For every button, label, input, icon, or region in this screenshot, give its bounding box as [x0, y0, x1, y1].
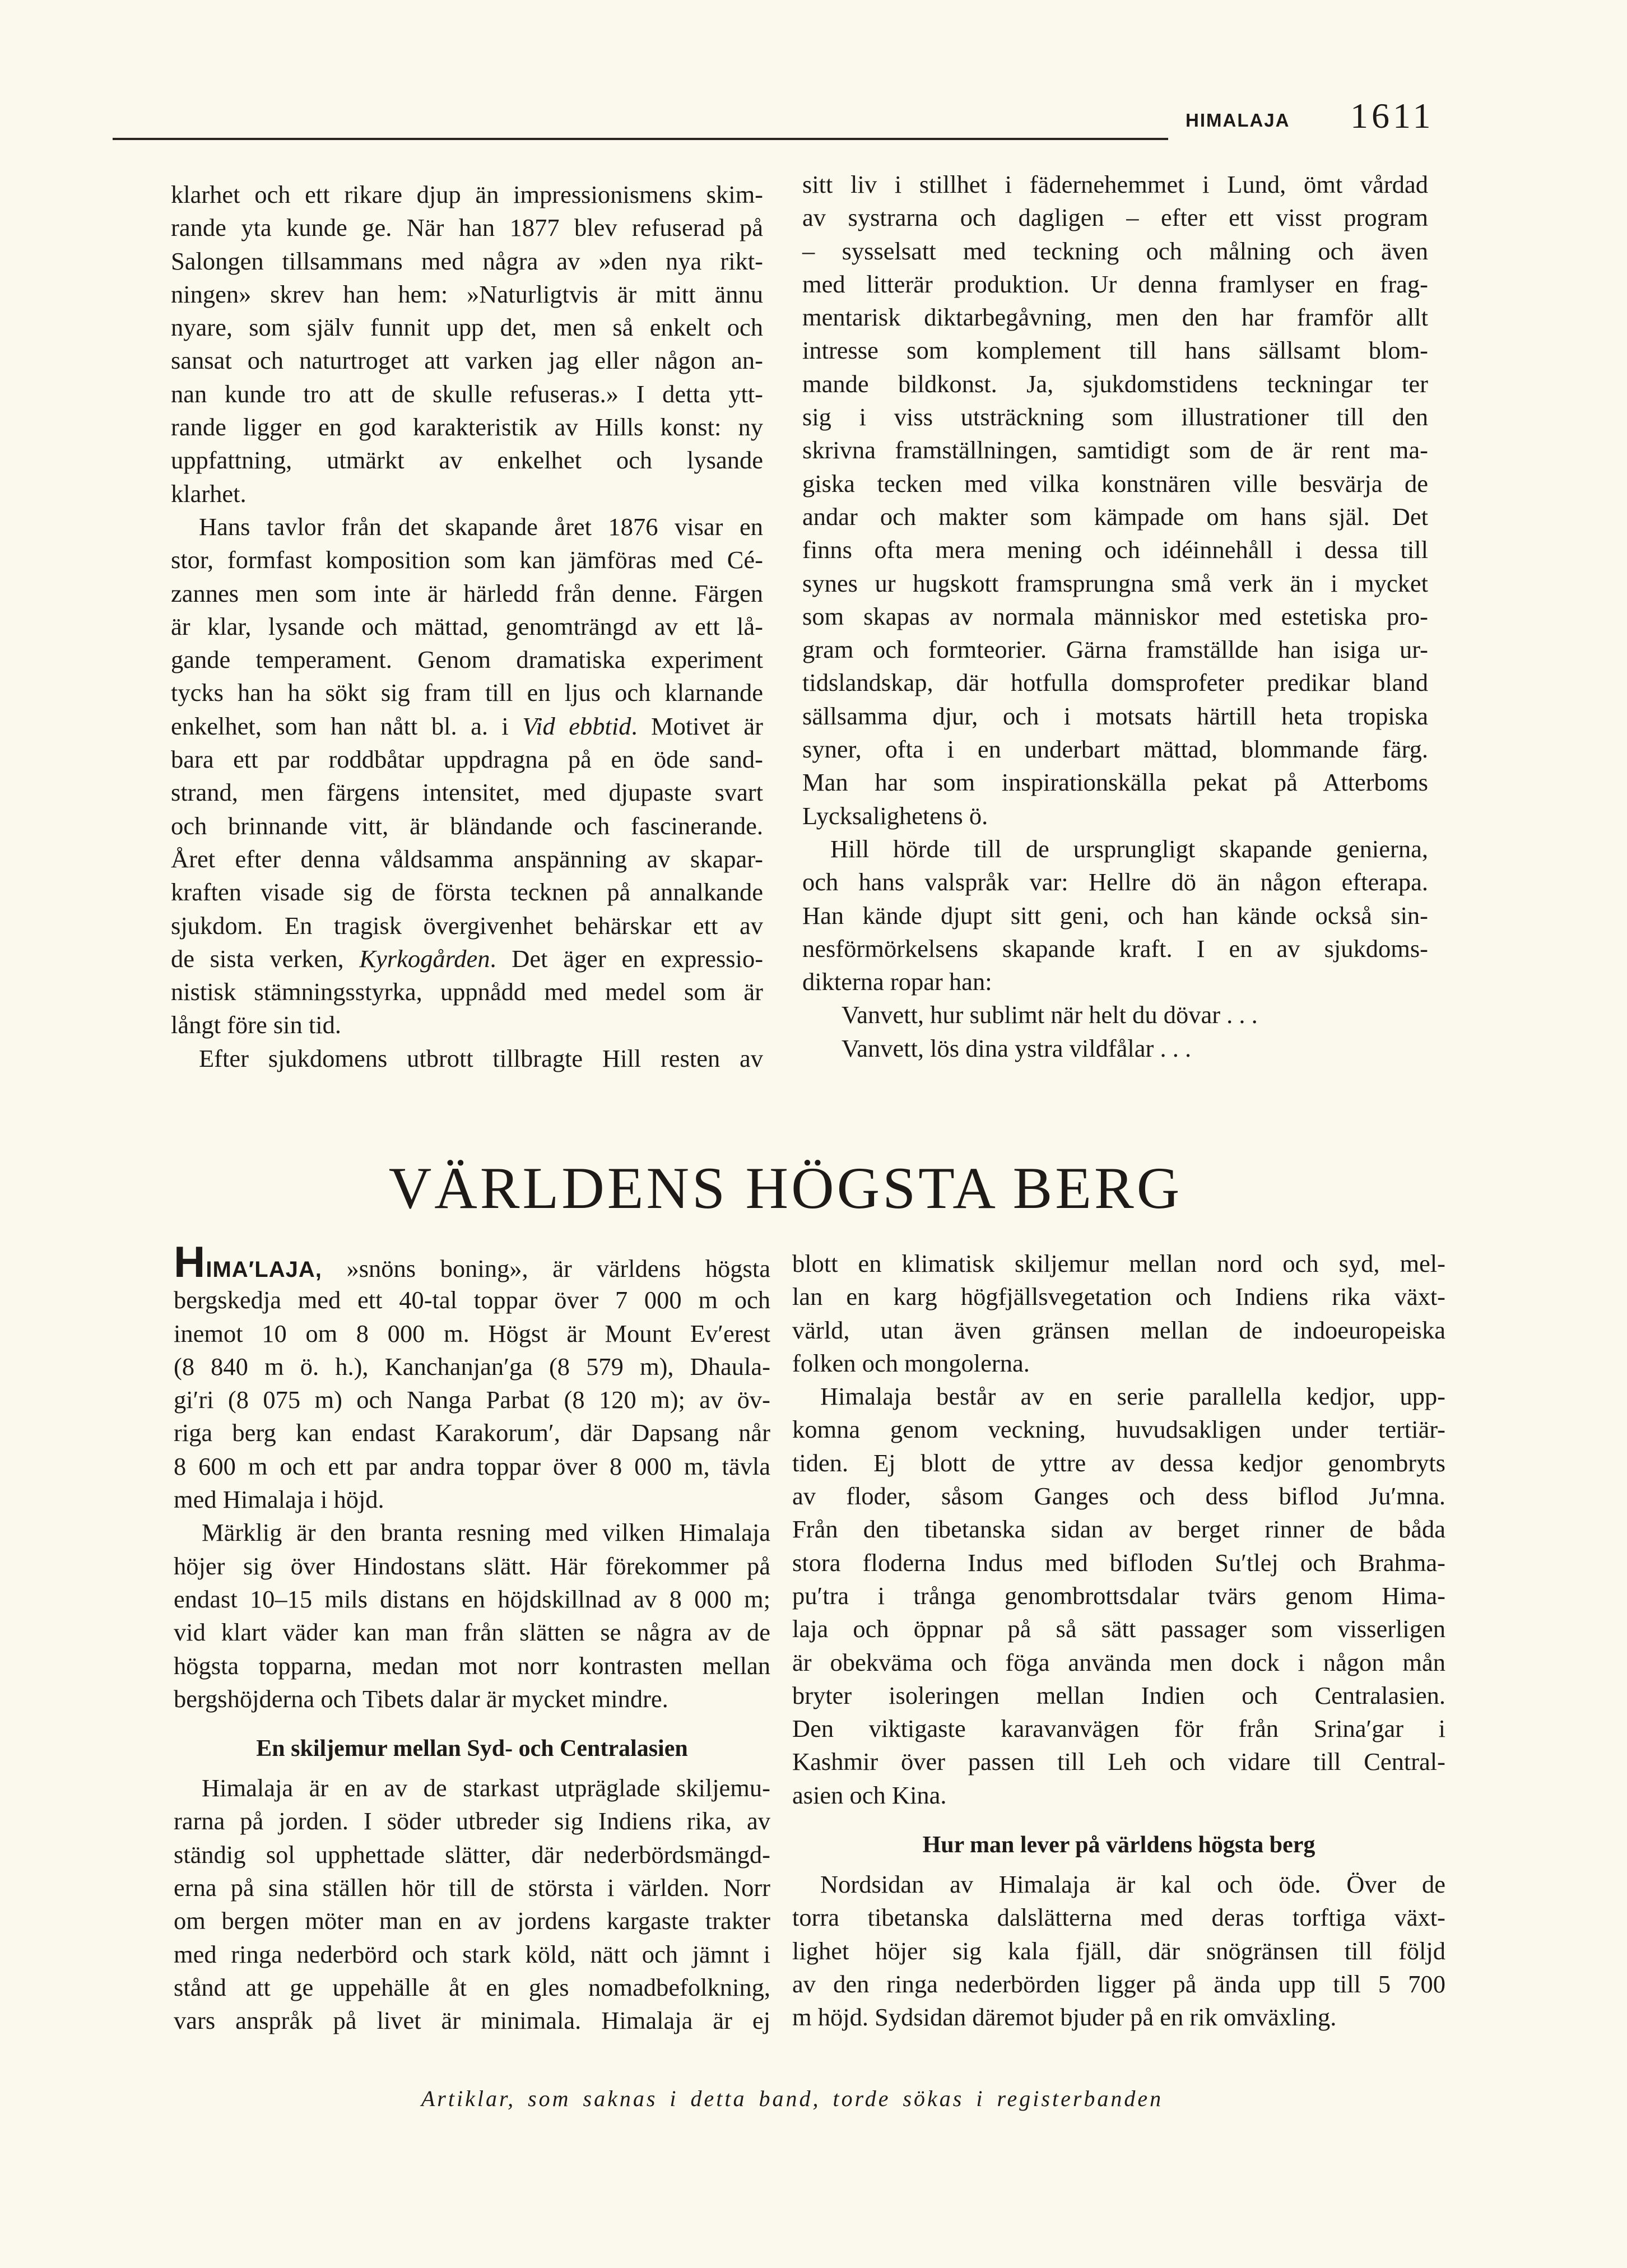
text-line: Vanvett, lös dina ystra vildfålar . . . — [842, 1034, 1192, 1062]
paragraph — [792, 1380, 1445, 1812]
text-line: tidslandskap, där hotfulla domsprofeter predikar bland — [802, 668, 1428, 697]
text-line: nyare, som själv funnit upp det, men så enkelt och — [171, 313, 763, 342]
text-line: nan kunde tro att de skulle refuseras.» I detta ytt- — [171, 379, 763, 408]
article-title: VÄRLDENS HÖGSTA BERG — [388, 1155, 1183, 1221]
column-top-left — [171, 178, 763, 1075]
text-line: klarhet. — [171, 479, 247, 508]
text-line: torra tibetanska dalslätterna med deras torftiga växt- — [792, 1903, 1445, 1932]
text-line: riga berg kan endast Karakorum′, där Dapsang når — [174, 1419, 770, 1447]
text-line: dikterna ropar han: — [802, 968, 992, 996]
text-segment: de sista verken, — [171, 944, 360, 973]
text-line: stor, formfast komposition som kan jämföras med Cé- — [171, 546, 763, 574]
paragraph — [802, 833, 1428, 998]
text-line: Nordsidan av Himalaja är kal och öde. Över de — [820, 1870, 1445, 1899]
text-line: komna genom veckning, huvudsakligen under tertiär- — [792, 1415, 1445, 1444]
text-line: Salongen tillsammans med några av »den nya rikt- — [171, 247, 763, 275]
text-line: rande yta kunde ge. När han 1877 blev refuserad på — [171, 213, 763, 242]
text-line: folken och mongolerna. — [792, 1349, 1030, 1377]
text-line: vars anspråk på livet är minimala. Himalaja är ej — [174, 2006, 770, 2035]
text-line: rarna på jorden. I söder utbreder sig Indiens rika, av — [174, 1807, 770, 1835]
text-line: Hill hörde till de ursprungligt skapande genierna, — [830, 834, 1428, 863]
text-line: sjukdom. En tragisk övergivenhet behärskar ett av — [171, 911, 763, 940]
text-line: värld, utan även gränsen mellan de indoeuropeiska — [792, 1316, 1445, 1344]
text-line: (8 840 m ö. h.), Kanchanjan′ga (8 579 m), Dhaula- — [174, 1352, 770, 1381]
text-line: nistisk stämningsstyrka, uppnådd med medel som är — [171, 978, 763, 1006]
lead-rest: IMA′LAJA — [206, 1257, 315, 1282]
text-line: långt före sin tid. — [171, 1011, 342, 1039]
italic-title: Vid ebbtid — [522, 712, 631, 740]
paragraph — [802, 168, 1428, 833]
text-segment: »snöns boning», är världens högsta — [322, 1254, 770, 1282]
text-line: med Himalaja i höjd. — [174, 1485, 384, 1514]
text-line: strand, men färgens intensitet, med djupaste svart — [171, 778, 763, 807]
text-line: laja och öppnar på så sätt passager som visserligen — [792, 1615, 1445, 1643]
text-line: asien och Kina. — [792, 1781, 947, 1809]
text-line: pu′tra i trånga genombrottsdalar tvärs genom Hima- — [792, 1581, 1445, 1610]
text-line: vid klart väder kan man från slätten se några av de — [174, 1618, 770, 1647]
text-line: sitt liv i stillhet i fädernehemmet i Lund, ömt vårdad — [802, 170, 1428, 198]
text-line: syner, ofta i en underbart mättad, blommande färg. — [802, 735, 1428, 764]
text-line: Hans tavlor från det skapande året 1876 visar en — [199, 512, 763, 541]
lead-punct: , — [315, 1257, 322, 1282]
text-line: endast 10–15 mils distans en höjdskillnad av 8 000 m; — [174, 1584, 770, 1613]
text-line: av systrarna och dagligen – efter ett visst program — [802, 203, 1428, 232]
paragraph — [171, 1042, 763, 1075]
text-line: intresse som komplement till hans sällsamt blom- — [802, 336, 1428, 365]
text-line: bryter isoleringen mellan Indien och Centralasien. — [792, 1681, 1445, 1709]
verse-block — [802, 998, 1428, 1065]
text-line: bergskedja med ett 40-tal toppar över 7 000 m och — [174, 1286, 770, 1314]
running-title: HIMALAJA — [1186, 110, 1290, 131]
text-line: tycks han ha sökt sig fram till en ljus och klarnande — [171, 678, 763, 707]
text-line: med litterär produktion. Ur denna framlyser en frag- — [802, 269, 1428, 298]
text-line: av den ringa nederbörden ligger på ända upp till 5 700 — [792, 1969, 1445, 1998]
paragraph — [174, 1237, 770, 1516]
text-line: Man har som inspirationskälla pekat på Atterboms — [802, 768, 1428, 797]
text-line: finns ofta mera mening och idéinnehåll i dessa till — [802, 536, 1428, 564]
text-line: blott en klimatisk skiljemur mellan nord och syd, mel- — [792, 1249, 1445, 1277]
lead-word — [174, 1237, 322, 1286]
text-line: inemot 10 om 8 000 m. Högst är Mount Ev′erest — [174, 1319, 770, 1347]
section-heading: Hur man lever på världens högsta berg — [922, 1832, 1315, 1858]
text-line: bara ett par roddbåtar uppdragna på en öde sand- — [171, 745, 763, 774]
text-line — [171, 710, 763, 743]
text-line: Efter sjukdomens utbrott tillbragte Hill resten av — [199, 1044, 763, 1072]
text-line: gi′ri (8 075 m) och Nanga Parbat (8 120 m); av öv- — [174, 1386, 770, 1414]
text-line: ningen» skrev han hem: »Naturligtvis är mitt ännu — [171, 280, 763, 308]
italic-title: Kyrkogården — [359, 944, 490, 973]
text-line: om bergen möter man en av jordens kargaste trakter — [174, 1907, 770, 1935]
text-line: och brinnande vitt, är bländande och fascinerande. — [171, 811, 763, 840]
text-line: är obekväma och föga använda men dock i någon mån — [792, 1648, 1445, 1676]
column-bottom-right — [792, 1247, 1445, 2034]
text-line — [171, 942, 763, 975]
footer-note: Artiklar, som saknas i detta band, torde sökas i registerbanden — [421, 2086, 1164, 2111]
paragraph — [174, 1516, 770, 1716]
text-line: gande temperament. Genom dramatiska experiment — [171, 645, 763, 674]
text-line: Lycksalighetens ö. — [802, 801, 988, 830]
text-line: giska tecken med vilka konstnären ville besvärja de — [802, 469, 1428, 498]
text-line: Den viktigaste karavanvägen för från Srina′gar i — [792, 1714, 1445, 1743]
page-number: 1611 — [1350, 96, 1434, 136]
text-line: kraften visade sig de första tecknen på annalkande — [171, 878, 763, 907]
text-line: Från den tibetanska sidan av berget rinner de båda — [792, 1515, 1445, 1544]
text-line: sig i viss utsträckning som illustrationer till den — [802, 403, 1428, 431]
text-segment: enkelhet, som han nått bl. a. i — [171, 712, 523, 740]
column-bottom-left — [174, 1237, 770, 2038]
text-line: Året efter denna våldsamma anspänning av skapar- — [171, 844, 763, 873]
text-line: – sysselsatt med teckning och målning och även — [802, 236, 1428, 265]
paragraph — [792, 1247, 1445, 1380]
section-heading: En skiljemur mellan Syd- och Centralasien — [256, 1736, 688, 1762]
text-line: som skapas av normala människor med estetiska pro- — [802, 602, 1428, 630]
text-line: rande ligger en god karakteristik av Hills konst: ny — [171, 413, 763, 441]
text-line: Himalaja är en av de starkast utpräglade skiljemu- — [202, 1774, 770, 1802]
text-line: Himalaja består av en serie parallella kedjor, upp- — [820, 1382, 1445, 1411]
text-line: och hans valspråk var: Hellre dö än någon efterapa. — [802, 868, 1428, 896]
text-line: av floder, såsom Ganges och dess biflod Ju′mna. — [792, 1482, 1445, 1511]
text-line: erna på sina ställen hör till de största i världen. Norr — [174, 1874, 770, 1902]
text-line: skrivna framställningen, samtidigt som de är rent ma- — [802, 436, 1428, 464]
text-line: nesförmörkelsens skapande kraft. I en av sjukdoms- — [802, 934, 1428, 963]
column-top-right — [802, 168, 1428, 1065]
text-segment: . Motivet är — [631, 712, 763, 740]
text-line: är klar, lysande och mättad, genomträngd av ett lå- — [171, 612, 763, 640]
text-line: högsta topparna, medan mot norr kontrasten mellan — [174, 1651, 770, 1680]
text-line: stora floderna Indus med bifloden Su′tlej och Brahma- — [792, 1548, 1445, 1577]
text-line: 8 600 m och ett par andra toppar över 8 000 m, tävla — [174, 1452, 770, 1480]
text-line: klarhet och ett rikare djup än impressionismens skim- — [171, 180, 763, 208]
text-line: bergshöjderna och Tibets dalar är mycket mindre. — [174, 1684, 668, 1713]
text-line: lan en karg högfjällsvegetation och Indiens rika växt- — [792, 1282, 1445, 1311]
paragraph — [171, 178, 763, 510]
text-line: uppfattning, utmärkt av enkelhet och lysande — [171, 446, 763, 475]
text-line: synes ur hugskott framsprungna små verk än i mycket — [802, 569, 1428, 597]
text-line: mande bildkonst. Ja, sjukdomstidens teckningar ter — [802, 369, 1428, 398]
text-line: mentarisk diktarbegåvning, men den har framför allt — [802, 303, 1428, 332]
text-line: med ringa nederbörd och stark köld, nätt och jämnt i — [174, 1940, 770, 1968]
text-line: Vanvett, hur sublimt när helt du dövar . . . — [842, 1001, 1258, 1029]
text-line: tiden. Ej blott de yttre av dessa kedjor genombryts — [792, 1448, 1445, 1477]
text-line: ständig sol upphettade slätter, där nederbördsmängd- — [174, 1840, 770, 1869]
header-rule — [113, 138, 1168, 140]
paragraph — [174, 1772, 770, 2037]
text-segment: . Det äger en expressio- — [490, 944, 764, 973]
text-line: gram och formteorier. Gärna framställde han isiga ur- — [802, 635, 1428, 664]
text-line: Märklig är den branta resning med vilken Himalaja — [202, 1518, 770, 1547]
text-line: zannes men som inte är härledd från denne. Färgen — [171, 579, 763, 607]
text-line: lighet höjer sig kala fjäll, där snögränsen till följd — [792, 1936, 1445, 1965]
text-line: höjer sig över Hindostans slätt. Här förekommer på — [174, 1551, 770, 1580]
text-line — [174, 1237, 770, 1286]
text-line: stånd att ge uppehälle åt en gles nomadbefolkning, — [174, 1973, 770, 2001]
text-line: m höjd. Sydsidan däremot bjuder på en rik omväxling. — [792, 2003, 1337, 2032]
text-line: Kashmir över passen till Leh och vidare till Central- — [792, 1748, 1445, 1776]
text-line: sällsamma djur, och i motsats härtill heta tropiska — [802, 701, 1428, 730]
paragraph — [792, 1868, 1445, 2034]
text-line: sansat och naturtroget att varken jag eller någon an- — [171, 346, 763, 375]
text-line: Han kände djupt sitt geni, och han kände också sin- — [802, 901, 1428, 929]
paragraph — [171, 510, 763, 1042]
text-line: andar och makter som kämpade om hans själ. Det — [802, 502, 1428, 531]
lead-initial: H — [174, 1237, 206, 1286]
